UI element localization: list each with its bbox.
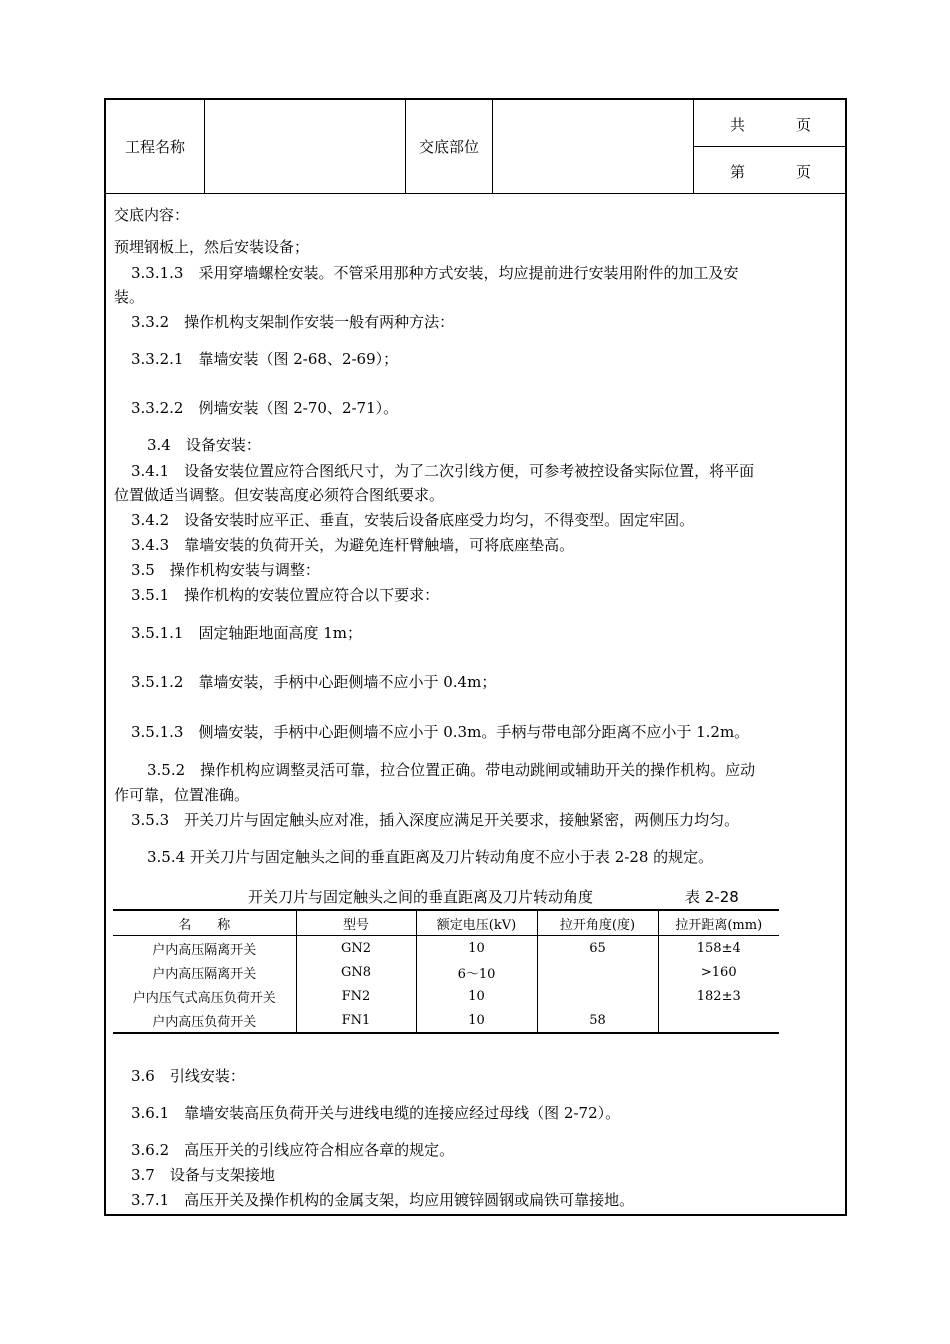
table-cell: FN1: [296, 1008, 416, 1033]
table-cell: 58: [537, 1008, 658, 1033]
total-pages: 共 页: [730, 116, 812, 134]
table-row: [113, 960, 779, 984]
text-line: 3.4.2 设备安装时应平正、垂直，安装后设备底座受力均匀，不得变型。固定牢固。: [131, 511, 695, 529]
text-line: 预埋钢板上，然后安装设备；: [114, 238, 310, 256]
table-cell: [537, 984, 658, 1008]
switch-spec-table: [113, 909, 779, 1034]
text-line: 3.4.3 靠墙安装的负荷开关，为避免连杆臂触墙，可将底座垫高。: [131, 536, 575, 554]
text-line: 3.5.1.2 靠墙安装，手柄中心距侧墙不应小于 0.4m；: [131, 673, 497, 691]
table-cell: 10: [416, 1008, 537, 1033]
text-line: 3.5.3 开关刀片与固定触头应对准，插入深度应满足开关要求，接触紧密，两侧压力均匀。: [131, 811, 740, 829]
column-header: 名 称: [113, 910, 296, 936]
text-line: 3.6.1 靠墙安装高压负荷开关与进线电缆的连接应经过母线（图 2-72）。: [131, 1104, 621, 1122]
column-header: 拉开距离(mm): [658, 910, 779, 936]
text-line: 3.3.2 操作机构支架制作安装一般有两种方法：: [131, 313, 455, 331]
text-line: 3.5.2 操作机构应调整灵活可靠，拉合位置正确。带电动跳闸或辅助开关的操作机构。应动: [147, 761, 756, 779]
table-cell: 10: [416, 936, 537, 961]
table-cell: 65: [537, 936, 658, 961]
table-cell: 158±4: [658, 936, 779, 961]
text-line: 作可靠，位置准确。: [114, 786, 250, 804]
content-label: 交底内容：: [114, 206, 190, 224]
project-name-value: [205, 100, 405, 193]
text-line: 3.5.1 操作机构的安装位置应符合以下要求：: [131, 586, 440, 604]
project-name-label: 工程名称: [124, 138, 185, 156]
table-title: 开关刀片与固定触头之间的垂直距离及刀片转动角度: [248, 888, 594, 906]
table-cell: 户内压气式高压负荷开关: [132, 990, 276, 1006]
table-row: [113, 1008, 779, 1033]
table-cell: GN2: [296, 936, 416, 961]
text-line: 3.3.2.1 靠墙安装（图 2-68、2-69）；: [131, 350, 399, 368]
table-cell: 户内高压隔离开关: [152, 942, 257, 958]
table-cell: FN2: [296, 984, 416, 1008]
table-cell: 10: [416, 984, 537, 1008]
table-cell: [537, 960, 658, 984]
table-header-row: [113, 910, 779, 936]
text-line: 3.5 操作机构安装与调整：: [131, 561, 320, 579]
text-line: 3.4 设备安装：: [147, 436, 261, 454]
page-number: 第 页: [730, 163, 812, 181]
table-cell: GN8: [296, 960, 416, 984]
text-line: 3.4.1 设备安装位置应符合图纸尺寸，为了二次引线方便，可参考被控设备实际位置，将平面: [131, 462, 755, 480]
table-row: [113, 984, 779, 1008]
table-cell: >160: [658, 960, 779, 984]
column-header: 拉开角度(度): [537, 910, 658, 936]
table-cell: 6～10: [416, 960, 537, 984]
table-cell: 户内高压负荷开关: [113, 1008, 296, 1033]
column-header: 额定电压(kV): [416, 910, 537, 936]
location-label: 交底部位: [418, 138, 479, 156]
text-line: 3.5.1.1 固定轴距地面高度 1m；: [131, 624, 363, 642]
table-number: 表 2-28: [685, 888, 739, 906]
text-line: 3.3.2.2 例墙安装（图 2-70、2-71）。: [131, 399, 399, 417]
text-line: 3.7.1 高压开关及操作机构的金属支架，均应用镀锌圆钢或扁铁可靠接地。: [131, 1191, 635, 1209]
column-header: 型号: [296, 910, 416, 936]
form-header: [106, 100, 845, 194]
text-line: 3.5.1.3 侧墙安装，手柄中心距侧墙不应小于 0.3m。手柄与带电部分距离不应小于 1.2m。: [131, 723, 750, 741]
text-line: 3.5.4 开关刀片与固定触头之间的垂直距离及刀片转动角度不应小于表 2-28 的规定。: [147, 848, 714, 866]
text-line: 装。: [114, 288, 145, 306]
text-line: 3.3.1.3 采用穿墙螺栓安装。不管采用那种方式安装，均应提前进行安装用附件的加工及安: [131, 264, 739, 282]
text-line: 3.6 引线安装：: [131, 1067, 245, 1085]
table-cell: 182±3: [658, 984, 779, 1008]
table-cell: 户内高压隔离开关: [152, 966, 257, 982]
text-line: 位置做适当调整。但安装高度必须符合图纸要求。: [114, 486, 445, 504]
text-line: 3.7 设备与支架接地: [131, 1166, 275, 1184]
table-cell: [658, 1008, 779, 1033]
table-row: [113, 936, 779, 961]
location-value: [493, 100, 693, 193]
text-line: 3.6.2 高压开关的引线应符合相应各章的规定。: [131, 1141, 455, 1159]
